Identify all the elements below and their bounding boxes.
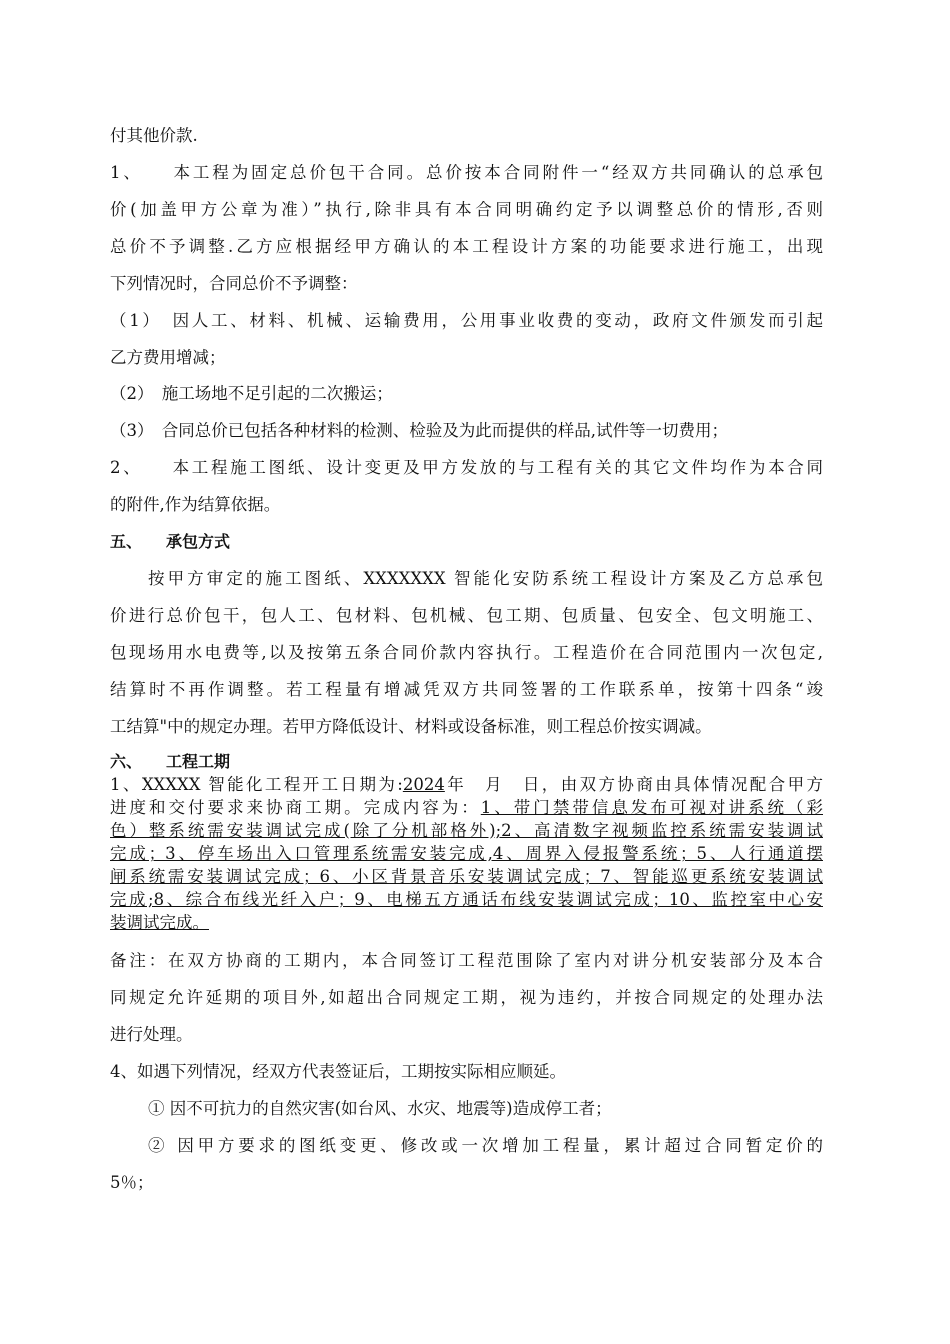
text-line: ② 因甲方要求的图纸变更、修改或一次增加工程量，累计超过合同暂定价的: [148, 1136, 823, 1155]
underlined-text: 完成;8、综合布线光纤入户；9、电梯五方通话布线安装调试完成；10、监控室中心安: [110, 890, 823, 909]
text-line: 2、 本工程施工图纸、设计变更及甲方发放的与工程有关的其它文件均作为本合同: [110, 458, 823, 477]
text-line: 备注：在双方协商的工期内，本合同签订工程范围除了室内对讲分机安装部分及本合: [110, 951, 823, 970]
text-line: 总价不予调整.乙方应根据经甲方确认的本工程设计方案的功能要求进行施工，出现: [110, 237, 823, 256]
text-line: [110, 843, 823, 865]
text-line: 付其他价款.: [110, 126, 198, 145]
text-line: 价进行总价包干，包人工、包材料、包机械、包工期、包质量、包安全、包文明施工、: [110, 606, 823, 625]
text-line: ① 因不可抗力的自然灾害(如台风、水灾、地震等)造成停工者；: [148, 1099, 612, 1118]
text-line: 进行处理。: [110, 1025, 193, 1044]
text-line: 1、 本工程为固定总价包干合同。总价按本合同附件一“经双方共同确认的总承包: [110, 163, 823, 182]
text-line: 价(加盖甲方公章为准）”执行,除非具有本合同明确约定予以调整总价的情形,否则: [110, 200, 823, 219]
text-line: （2） 施工场地不足引起的二次搬运；: [110, 384, 393, 403]
text-line: [110, 912, 209, 934]
text-line: 的附件,作为结算依据。: [110, 495, 281, 514]
underlined-text: 1、带门禁带信息发布可视对讲系统（彩: [480, 798, 823, 817]
underlined-text: 完成；3、停车场出入口管理系统需安装完成,4、周界入侵报警系统；5、人行通道摆: [110, 844, 823, 863]
text-line: 包现场用水电费等,以及按第五条合同价款内容执行。工程造价在合同范围内一次包定,: [110, 643, 823, 662]
section-heading-5: 五、 承包方式: [110, 532, 231, 551]
text-line: [110, 774, 823, 796]
underlined-text: 装调试完成。: [110, 913, 209, 932]
text-line: 乙方费用增减；: [110, 348, 226, 367]
text-line: [110, 820, 823, 842]
section-heading-6: 六、 工程工期: [110, 752, 231, 771]
text-line: 工结算"中的规定办理。若甲方降低设计、材料或设备标准，则工程总价按实调减。: [110, 717, 712, 736]
text-line: 4、如遇下列情况，经双方代表签证后，工期按实际相应顺延。: [110, 1062, 566, 1081]
text-segment: 年 月 日，由双方协商由具体情况配合甲方: [444, 775, 823, 794]
text-line: [110, 797, 823, 819]
text-line: 同规定允许延期的项目外,如超出合同规定工期，视为违约，并按合同规定的处理办法: [110, 988, 823, 1007]
text-segment: 1、XXXXX 智能化工程开工日期为:: [110, 775, 403, 794]
text-line: 结算时不再作调整。若工程量有增减凭双方共同签署的工作联系单，按第十四条“竣: [110, 680, 823, 699]
text-segment: 进度和交付要求来协商工期。完成内容为：: [110, 798, 481, 817]
text-line: 5％；: [110, 1173, 154, 1192]
underlined-text: 闸系统需安装调试完成；6、小区背景音乐安装调试完成；7、智能巡更系统安装调试: [110, 867, 823, 886]
text-line: [110, 889, 823, 911]
text-line: （3） 合同总价已包括各种材料的检测、检验及为此而提供的样品,试件等一切费用；: [110, 421, 728, 440]
text-line: 按甲方审定的施工图纸、XXXXXXX 智能化安防系统工程设计方案及乙方总承包: [148, 569, 823, 588]
underlined-text: 色）整系统需安装调试完成(除了分机部格外);2、高清数字视频监控系统需安装调试: [110, 821, 823, 840]
text-line: [110, 866, 823, 888]
text-line: 下列情况时，合同总价不予调整：: [110, 274, 358, 293]
text-line: （1） 因人工、材料、机械、运输费用，公用事业收费的变动，政府文件颁发而引起: [110, 311, 823, 330]
year-value: 2024: [402, 775, 445, 794]
